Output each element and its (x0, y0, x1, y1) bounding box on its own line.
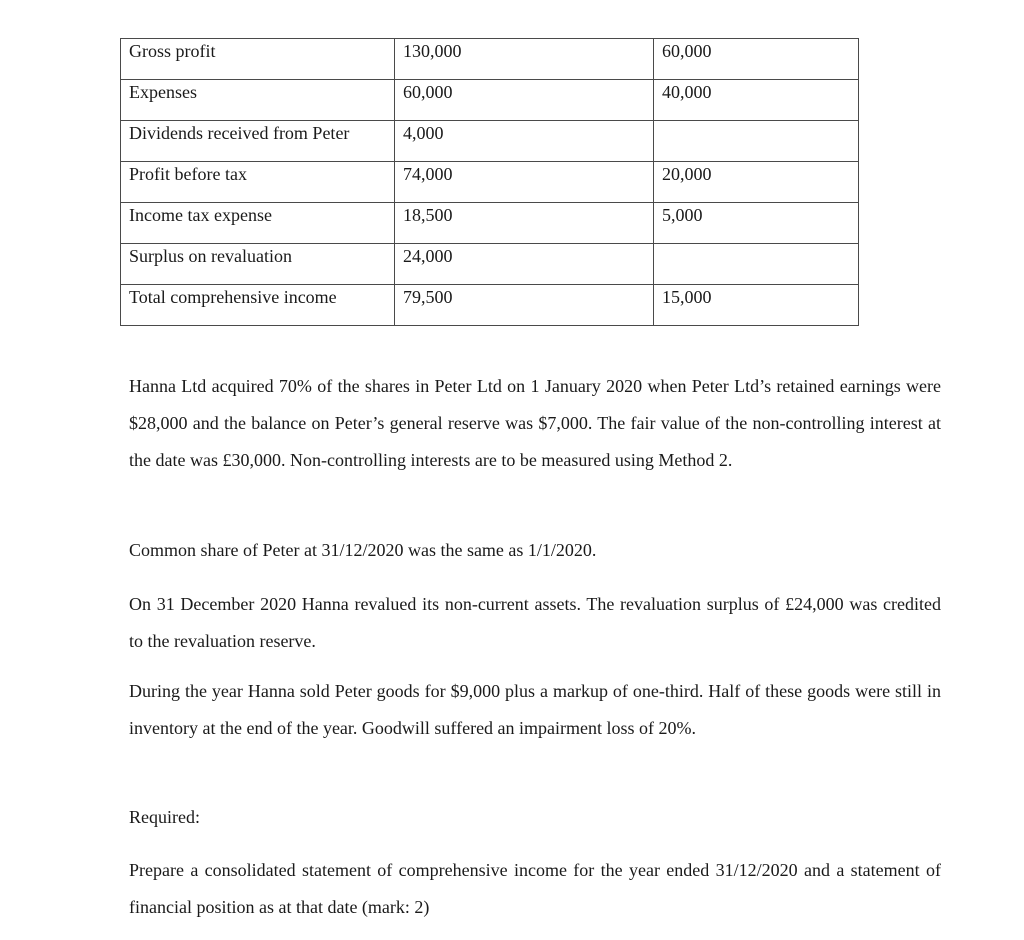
financial-data-table (120, 38, 859, 326)
task-paragraph: Prepare a consolidated statement of comprehensive income for the year ended 31/12/2020 and a statement of financial position as at that date (mark: 2) (129, 860, 941, 917)
row-label: Expenses (121, 80, 395, 121)
common-share-paragraph: Common share of Peter at 31/12/2020 was the same as 1/1/2020. (129, 540, 597, 560)
table-row (121, 203, 859, 244)
acquisition-paragraph: Hanna Ltd acquired 70% of the shares in Peter Ltd on 1 January 2020 when Peter Ltd’s retained earnings were $28,000 and the balance on Peter’s general reserve was $7,000. The fair value of the non-controlling interest at the date was £30,000. Non-controlling interests are to be measured using Method 2. (129, 376, 941, 470)
row-label: Income tax expense (121, 203, 395, 244)
hanna-value: 60,000 (395, 80, 654, 121)
table-row (121, 39, 859, 80)
peter-value: 60,000 (654, 39, 859, 80)
sales-paragraph: During the year Hanna sold Peter goods for $9,000 plus a markup of one-third. Half of these goods were still in inventory at the end of the year. Goodwill suffered an impairment loss of 20%. (129, 681, 941, 738)
peter-value: 5,000 (654, 203, 859, 244)
peter-value: 40,000 (654, 80, 859, 121)
hanna-value: 130,000 (395, 39, 654, 80)
table-row (121, 121, 859, 162)
peter-value (654, 121, 859, 162)
row-label: Profit before tax (121, 162, 395, 203)
table-row (121, 244, 859, 285)
hanna-value: 74,000 (395, 162, 654, 203)
row-label: Dividends received from Peter (121, 121, 395, 162)
row-label: Total comprehensive income (121, 285, 395, 326)
row-label: Surplus on revaluation (121, 244, 395, 285)
required-label: Required: (129, 807, 200, 827)
hanna-value: 79,500 (395, 285, 654, 326)
hanna-value: 18,500 (395, 203, 654, 244)
table-row (121, 80, 859, 121)
peter-value (654, 244, 859, 285)
table-row (121, 285, 859, 326)
table-row (121, 162, 859, 203)
peter-value: 20,000 (654, 162, 859, 203)
peter-value: 15,000 (654, 285, 859, 326)
hanna-value: 4,000 (395, 121, 654, 162)
hanna-value: 24,000 (395, 244, 654, 285)
row-label: Gross profit (121, 39, 395, 80)
revaluation-paragraph: On 31 December 2020 Hanna revalued its non-current assets. The revaluation surplus of £24,000 was credited to the revaluation reserve. (129, 594, 941, 651)
